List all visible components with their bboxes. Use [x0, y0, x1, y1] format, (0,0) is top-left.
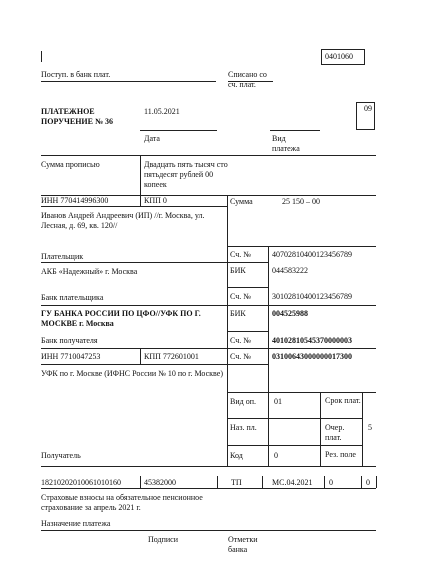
amount-sum-label: Сумма: [230, 197, 253, 206]
budget-div-6: [376, 476, 377, 488]
line-364-b: [227, 364, 268, 365]
budget-kbk: 18210202010061010160: [41, 478, 121, 487]
purpose-text: Страховые взносы на обязательное пенсионное страхование за апрель 2021 г.: [41, 493, 203, 512]
payee-account: 03100643000000017300: [272, 352, 352, 361]
op-type-value: 01: [274, 397, 282, 406]
purpose-label: Назначение платежа: [41, 519, 111, 528]
date-line: [140, 130, 217, 131]
budget-div-2: [217, 476, 218, 488]
received-line: [41, 81, 216, 82]
date-value: 11.05.2021: [144, 107, 180, 116]
budget-doc-number: 0: [329, 478, 333, 487]
received-label: Поступ. в банк плат.: [41, 70, 111, 79]
details-vertical-1: [268, 392, 269, 466]
line-331: [227, 331, 268, 332]
details-vertical-3: [362, 392, 363, 466]
payer-corr-label: Сч. №: [230, 292, 251, 301]
payee-label: Получатель: [41, 451, 81, 460]
payer-inn: ИНН 770414996300: [41, 196, 109, 205]
bank-marks-label: Отметки банка: [228, 535, 258, 554]
payee-inn: ИНН 7710047253: [41, 352, 101, 361]
payer-bic-label: БИК: [230, 266, 246, 275]
form-code: 0401060: [325, 52, 353, 61]
payer-kpp: КПП 0: [144, 196, 167, 205]
main-vertical-2: [268, 246, 269, 392]
payer-bank-name: АКБ «Надежный» г. Москва: [41, 267, 138, 276]
payee-inn-divider: [140, 348, 141, 364]
amount-top-line: [41, 155, 376, 156]
line-445: [227, 445, 362, 446]
payer-account: 40702810400123456789: [272, 250, 352, 259]
line-364: [41, 364, 227, 365]
budget-div-5: [361, 476, 362, 488]
row-inn-bottom: [41, 206, 227, 207]
code-label: Код: [230, 451, 243, 460]
priority-value: 5: [368, 423, 372, 432]
term-label: Срок плат.: [325, 396, 361, 405]
signatures-label: Подписи: [148, 535, 179, 544]
amount-words-value: Двадцать пять тысяч сто пятьдесят рублей 00 копеек: [144, 160, 228, 189]
payee-bank-name: ГУ БАНКА РОССИИ ПО ЦФО//УФК ПО Г. МОСКВЕ г. Москва: [41, 309, 201, 328]
debited-line: [228, 81, 273, 82]
line-466: [41, 466, 376, 467]
line-348: [41, 348, 376, 349]
budget-basis: ТП: [231, 478, 242, 487]
line-392: [227, 392, 376, 393]
line-287: [227, 287, 268, 288]
line-305: [41, 305, 376, 306]
doc-title: ПЛАТЕЖНОЕ ПОРУЧЕНИЕ № 36: [41, 107, 114, 126]
payer-bottom: [41, 262, 227, 263]
amount-divider: [140, 155, 141, 195]
payee-bank-label: Банк получателя: [41, 336, 98, 345]
payee-account-label: Сч. №: [230, 352, 251, 361]
details-vertical-2: [320, 392, 321, 466]
payer-corr-account: 30102810400123456789: [272, 292, 352, 301]
budget-period: МС.04.2021: [272, 478, 313, 487]
payment-type-label: Вид платежа: [272, 134, 300, 153]
payer-bank-label: Банк плательщика: [41, 293, 104, 302]
priority-label: Очер. плат.: [325, 423, 345, 442]
code-value: 0: [274, 451, 278, 460]
payee-name: УФК по г. Москве (ИФНС России № 10 по г. Москве): [41, 369, 223, 378]
line-246: [227, 246, 376, 247]
date-label: Дата: [144, 134, 160, 143]
budget-div-4: [324, 476, 325, 488]
payee-kpp: КПП 772601001: [144, 352, 199, 361]
amount-sum-value: 25 150 – 00: [282, 197, 320, 206]
payment-type-line: [270, 130, 320, 131]
payee-bic-label: БИК: [230, 309, 246, 318]
line-488: [41, 488, 376, 489]
payer-name: Иванов Андрей Андреевич (ИП) //г. Москва, ул. Лесная, д. 69, кв. 120//: [41, 211, 205, 230]
payer-account-label: Сч. №: [230, 250, 251, 259]
line-262-b: [227, 262, 268, 263]
cursor-mark: [41, 51, 42, 62]
payer-bic: 044583222: [272, 266, 308, 275]
budget-div-1: [140, 476, 141, 488]
payer-label: Плательщик: [41, 252, 84, 261]
payee-corr-label: Сч. №: [230, 336, 251, 345]
budget-doc-date: 0: [366, 478, 370, 487]
status-code: 09: [364, 104, 372, 113]
line-418: [227, 418, 362, 419]
line-530: [41, 530, 376, 531]
payee-corr-account: 40102810545370000003: [272, 336, 352, 345]
purpose-code-label: Наз. пл.: [230, 423, 257, 432]
budget-oktmo: 45382000: [144, 478, 176, 487]
reserve-label: Рез. поле: [325, 450, 356, 459]
payee-bic: 004525988: [272, 309, 308, 318]
inn-kpp-divider: [140, 195, 141, 206]
amount-words-label: Сумма прописью: [41, 160, 100, 169]
op-type-label: Вид оп.: [230, 397, 256, 406]
budget-div-3: [262, 476, 263, 488]
debited-label: Списано со сч. плат.: [228, 70, 267, 89]
